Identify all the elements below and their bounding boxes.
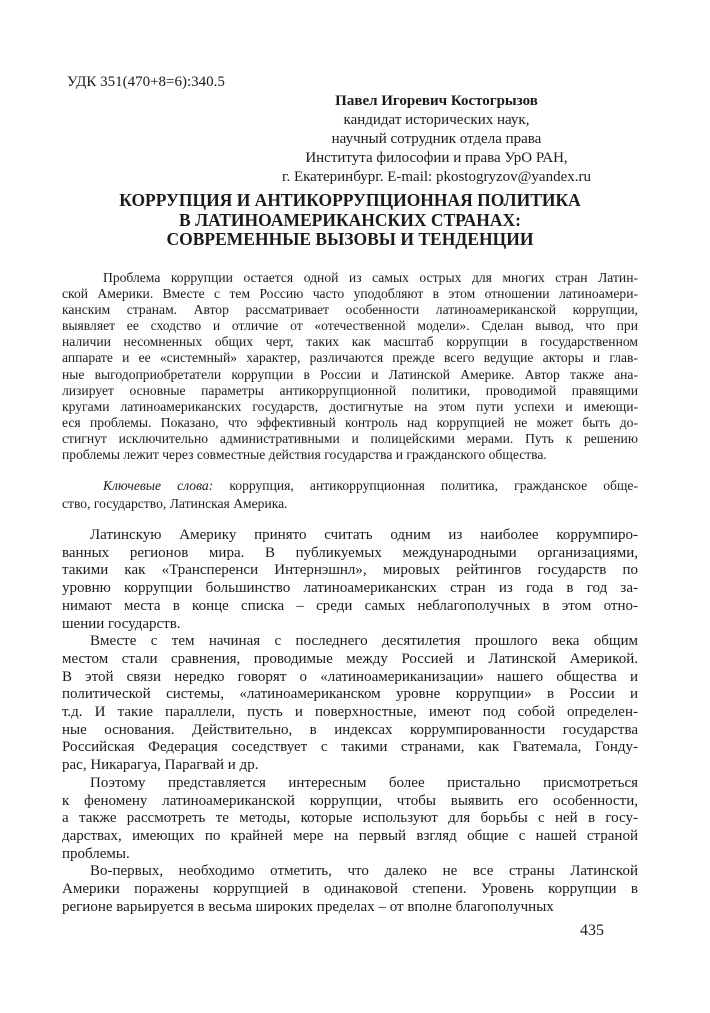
text-line: выявляет ее сходство и отличие от «отечественной модели». Сделан вывод, что при: [62, 318, 638, 334]
author-block: [235, 92, 638, 187]
text-line: к феномену латиноамериканской коррупции, чтобы выявить его особенности,: [62, 792, 638, 809]
keywords-label: Ключевые слова:: [103, 478, 214, 493]
text-line: нимают места в конце списка – среди самых неблагополучных в этом отно-: [62, 597, 638, 614]
text-line: кандидат исторических наук,: [343, 112, 530, 128]
text-line: а также рассмотреть те методы, которые используют для борьбы с ней в госу-: [62, 810, 638, 827]
text-line: дарствах, имеющих по крайней мере на первый взгляд общие с нашей страной: [62, 827, 638, 844]
udc-code: УДК 351(470+8=6):340.5: [67, 74, 225, 90]
abstract-paragraph: [62, 270, 638, 463]
text-line: В ЛАТИНОАМЕРИКАНСКИХ СТРАНАХ:: [179, 209, 521, 230]
text-line: Института философии и права УрО РАН,: [305, 150, 568, 166]
text-line: такими как «Трансперенси Интернэшнл», мировых рейтингов государств по: [62, 562, 638, 579]
text-line: стигнут исключительно административными и полицейскими мерами. Путь к решению: [62, 430, 638, 446]
text-line: шении государств.: [62, 615, 181, 632]
keywords-text: коррупция, антикоррупционная политика, гражданское обще-: [213, 478, 638, 493]
page-number: 435: [580, 922, 604, 939]
text-line: местом стали сравнения, проводимые между Россией и Латинской Америкой.: [62, 650, 638, 667]
text-line: еся проблемы. Показано, что эффективный контроль над коррупцией не может быть до-: [62, 414, 638, 430]
body-paragraph: [62, 633, 638, 775]
author-name: Павел Игоревич Костогрызов: [335, 93, 538, 109]
text-line: проблемы лежит через совместные действия государства и гражданского общества.: [62, 447, 547, 463]
text-line: Во-первых, необходимо отметить, что далеко не все страны Латинской: [90, 863, 638, 880]
text-line: канским странам. Автор рассматривает особенности латиноамериканской коррупции,: [62, 302, 638, 318]
text-line: лизирует основные параметры антикоррупционной политики, проводимой правящими: [62, 382, 638, 398]
text-line: ской Америки. Вместе с тем Россию часто уподобляют в этом отношении латиноамери-: [62, 286, 638, 302]
text-line: проблемы.: [62, 845, 130, 862]
text-line: КОРРУПЦИЯ И АНТИКОРРУПЦИОННАЯ ПОЛИТИКА: [119, 190, 581, 210]
text-line: Латинскую Америку принято считать одним из наиболее коррумпиро-: [90, 527, 638, 543]
text-line: регионе варьируется в весьма широких пределах – от вполне благополучных: [62, 898, 554, 915]
text-line: кругами латиноамериканских государств, достигнутые на этом пути успехи и имеющи-: [62, 398, 638, 414]
body-paragraph: [62, 863, 638, 916]
text-line: Проблема коррупции остается одной из самых острых для многих стран Латин-: [103, 270, 638, 285]
author-details: [235, 111, 638, 187]
text-line: рас, Никарагуа, Парагвай и др.: [62, 757, 259, 774]
body-paragraph: [62, 527, 638, 633]
article-title: [62, 191, 638, 250]
text-line: Поэтому представляется интересным более пристально присмотреться: [90, 774, 638, 791]
text-line: т.д. И такие параллели, пусть и поверхностные, имеют под собой определен-: [62, 704, 638, 721]
text-line: политической системы, «латиноамериканском уровне коррупции» в России и: [62, 686, 638, 703]
body-text: [62, 527, 638, 916]
text-line: наличии несомненных общих черт, таких как масштаб коррупции в государственном: [62, 334, 638, 350]
text-line: ванных регионов мира. В публикуемых международными организациями,: [62, 544, 638, 561]
text-line: ные выгодоприобретатели коррупции в России и Латинской Америке. Автор также ана-: [62, 366, 638, 382]
keywords-paragraph: [62, 477, 638, 512]
text-line: ные основания. Действительно, в индексах коррумпированности государства: [62, 721, 638, 738]
text-line: Российская Федерация соседствует с такими странами, как Гватемала, Гонду-: [62, 739, 638, 756]
text-line: уровню коррупции большинство латиноамериканских стран из года в год за-: [62, 580, 638, 597]
body-paragraph: [62, 775, 638, 864]
text-line: научный сотрудник отдела права: [331, 131, 542, 147]
text-line: аппарате и ее «системный» характер, различаются прежде всего ведущие акторы и глав-: [62, 350, 638, 366]
text-line: г. Екатеринбург. E-mail: pkostogryzov@yandex.ru: [281, 169, 591, 185]
keywords-line: ство, государство, Латинская Америка.: [62, 495, 288, 511]
keywords-line: [62, 477, 638, 495]
text-line: В этой связи нередко говорят о «латиноамериканизации» нашего общества и: [62, 668, 638, 685]
text-line: Америки поражены коррупцией в одинаковой степени. Уровень коррупции в: [62, 881, 638, 898]
text-line: СОВРЕМЕННЫЕ ВЫЗОВЫ И ТЕНДЕНЦИИ: [166, 229, 534, 249]
text-line: Вместе с тем начиная с последнего десятилетия прошлого века общим: [90, 633, 638, 650]
